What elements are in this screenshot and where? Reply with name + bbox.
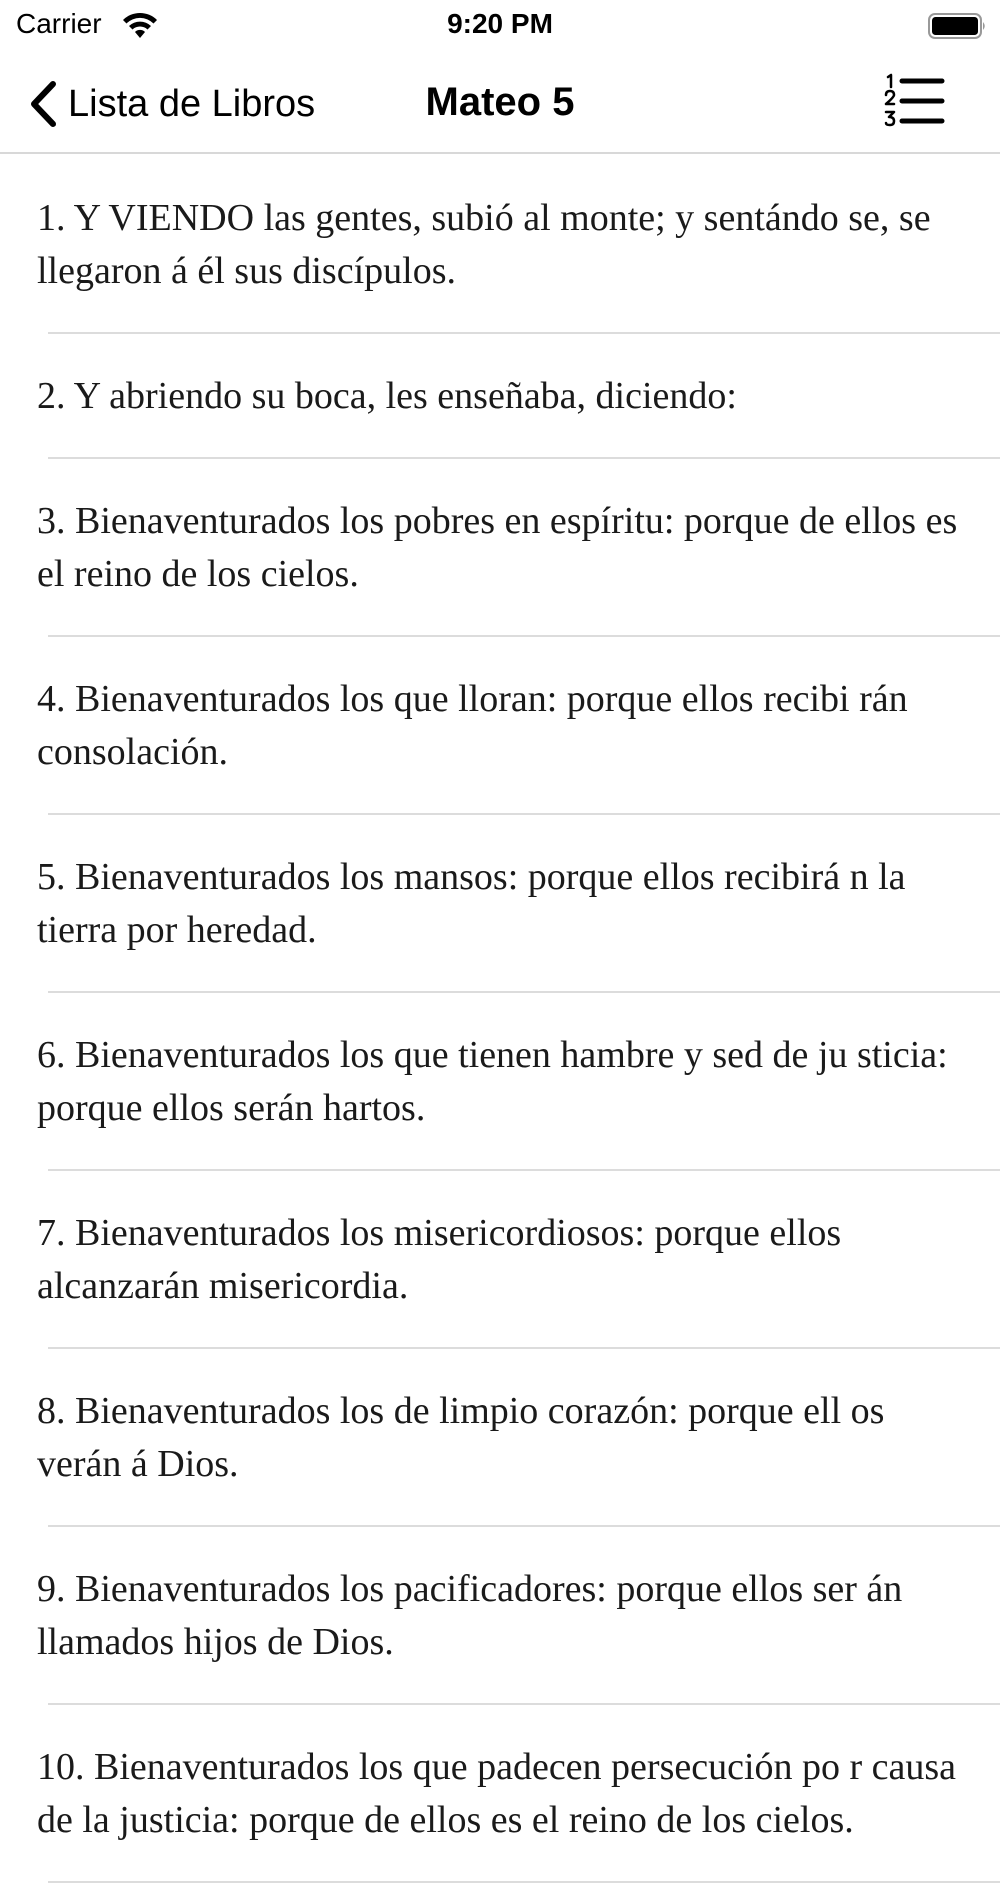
verse-row[interactable] <box>0 156 1000 334</box>
verse-text: 1. Y VIENDO las gentes, subió al monte; y sentándo se, se llegaron á él sus discípulos. <box>37 197 931 292</box>
battery-icon <box>928 12 988 40</box>
verse-text: 6. Bienaventurados los que tienen hambre y sed de ju sticia: porque ellos serán hartos. <box>37 1034 948 1129</box>
verse-text: 3. Bienaventurados los pobres en espíritu: porque de ellos es el reino de los cielos. <box>37 500 958 595</box>
verse-row[interactable] <box>0 459 1000 637</box>
verse-row[interactable] <box>0 1171 1000 1349</box>
status-bar <box>0 0 1000 54</box>
carrier-label: Carrier <box>16 8 102 39</box>
verse-text: 4. Bienaventurados los que lloran: porque ellos recibi rán consolación. <box>37 678 908 773</box>
page-title: Mateo 5 <box>425 80 575 124</box>
back-button-label: Lista de Libros <box>68 82 316 125</box>
verse-text: 10. Bienaventurados los que padecen persecución po r causa de la justicia: porque de ellos es el reino de los cielos. <box>37 1746 957 1841</box>
verse-row[interactable] <box>0 993 1000 1171</box>
verse-row[interactable] <box>0 815 1000 993</box>
verse-text: 2. Y abriendo su boca, les enseñaba, diciendo: <box>37 375 737 417</box>
verse-text: 9. Bienaventurados los pacificadores: porque ellos ser án llamados hijos de Dios. <box>37 1568 903 1663</box>
numbered-list-icon[interactable] <box>882 74 946 130</box>
navigation-bar <box>0 54 1000 154</box>
verse-list[interactable] <box>0 156 1000 1841</box>
verse-text: 8. Bienaventurados los de limpio corazón: porque ell os verán á Dios. <box>37 1390 885 1485</box>
verse-text: 7. Bienaventurados los misericordiosos: porque ellos alcanzarán misericordia. <box>37 1212 842 1307</box>
verse-row[interactable] <box>0 1527 1000 1705</box>
verse-text: 5. Bienaventurados los mansos: porque ellos recibirá n la tierra por heredad. <box>37 856 906 951</box>
verse-row[interactable] <box>0 334 1000 459</box>
status-time: 9:20 PM <box>447 8 553 39</box>
verse-row[interactable] <box>0 1705 1000 1883</box>
verse-row[interactable] <box>0 1349 1000 1527</box>
verse-row[interactable] <box>0 637 1000 815</box>
